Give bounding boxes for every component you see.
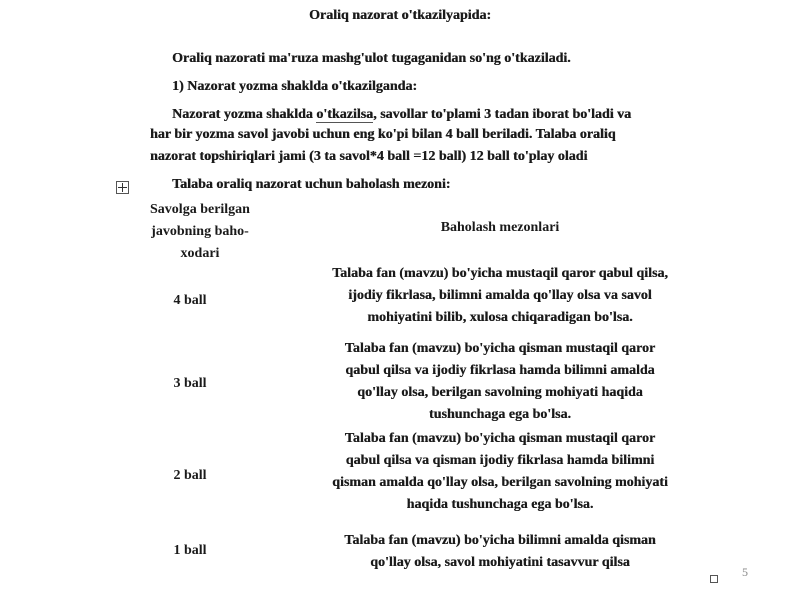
table-resize-handle-icon[interactable] <box>710 575 718 583</box>
table-row-criteria <box>290 530 710 574</box>
table-header-score <box>130 199 270 265</box>
table-header-criteria: Baholash mezonlari <box>440 220 560 235</box>
table-row-score: 1 ball <box>173 543 207 558</box>
table-header-line: Savolga berilgan <box>150 202 250 217</box>
page-number: 5 <box>742 565 748 579</box>
table-row-criteria <box>290 428 710 516</box>
criteria-line: tushunchaga ega bo'lsa. <box>429 407 571 422</box>
paragraph-intro: Oraliq nazorati ma'ruza mashg'ulot tugaganidan so'ng o'tkaziladi. <box>172 51 571 66</box>
criteria-line: qo'llay olsa, berilgan savolning mohiyati haqida <box>357 385 643 400</box>
table-header-line: javobning baho- <box>151 224 249 239</box>
paragraph-scoring: har bir yozma savol javobi uchun eng ko'pi bilan 4 ball beriladi. Talaba oraliq <box>150 127 616 142</box>
criteria-line: haqida tushunchaga ega bo'lsa. <box>406 497 594 512</box>
criteria-line: Talaba fan (mavzu) bo'yicha mustaqil qaror qabul qilsa, <box>332 266 668 281</box>
table-row-criteria <box>290 338 710 426</box>
criteria-line: Talaba fan (mavzu) bo'yicha qisman mustaqil qaror <box>344 431 656 446</box>
paragraph-total: nazorat topshiriqlari jami (3 ta savol*4 ball =12 ball) 12 ball to'play oladi <box>150 149 588 164</box>
paragraph-question-set <box>172 107 631 123</box>
criteria-line: Talaba fan (mavzu) bo'yicha qisman mustaqil qaror <box>344 341 656 356</box>
criteria-line: mohiyatini bilib, xulosa chiqaradigan bo'lsa. <box>367 310 633 325</box>
table-move-handle-icon[interactable] <box>116 181 129 194</box>
page-title: Oraliq nazorat o'tkazilyapida: <box>309 8 491 23</box>
criteria-line: qo'llay olsa, savol mohiyatini tasavvur qilsa <box>370 555 630 570</box>
table-header-line: xodari <box>180 246 220 261</box>
criteria-line: qabul qilsa va ijodiy fikrlasa hamda bilimni amalda <box>345 363 655 378</box>
table-row-score: 4 ball <box>173 293 207 308</box>
paragraph-text: , savollar to'plami 3 tadan iborat bo'ladi va <box>373 107 632 122</box>
underlined-word-link[interactable]: o'tkazilsa <box>316 107 374 122</box>
table-row-score: 3 ball <box>173 376 207 391</box>
paragraph-text: Nazorat yozma shaklda <box>172 107 317 122</box>
table-row-score: 2 ball <box>173 468 207 483</box>
paragraph-criteria-intro: Talaba oraliq nazorat uchun baholash mezoni: <box>172 177 451 192</box>
table-row-criteria <box>290 263 710 329</box>
criteria-line: ijodiy fikrlasa, bilimni amalda qo'llay olsa va savol <box>348 288 652 303</box>
criteria-line: qisman amalda qo'llay olsa, berilgan savolning mohiyati <box>332 475 668 490</box>
paragraph-written-form: 1) Nazorat yozma shaklda o'tkazilganda: <box>172 79 417 94</box>
criteria-line: Talaba fan (mavzu) bo'yicha bilimni amalda qisman <box>344 533 656 548</box>
criteria-line: qabul qilsa va qisman ijodiy fikrlasa hamda bilimni <box>345 453 655 468</box>
